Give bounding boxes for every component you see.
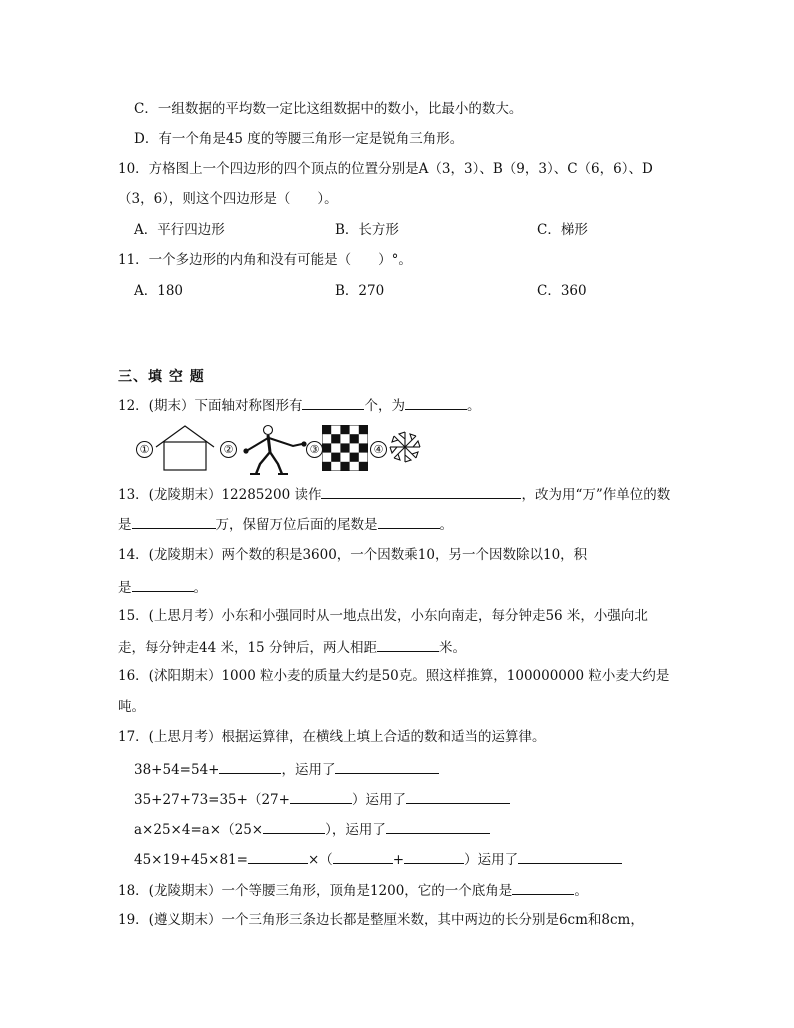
q17-row1-blank-number[interactable]: [219, 759, 281, 774]
q17-row4-plus: +: [392, 852, 405, 868]
q12-text-2: 个，为: [364, 398, 405, 414]
q17-row3-text: ），运用了: [325, 822, 386, 838]
q17-row4-times: ×（: [307, 852, 333, 868]
q11-option-a: A．180: [134, 283, 184, 299]
q17-row4-text: ）运用了: [464, 852, 519, 868]
q13-text-4: 万，保留万位后面的尾数是: [215, 517, 378, 533]
q13-blank-round[interactable]: [378, 514, 440, 529]
q17-row3-expr: a×25×4=a×（25×: [134, 822, 264, 838]
q17-row4-blank-law[interactable]: [518, 849, 622, 864]
q11-option-c: C．360: [537, 283, 587, 299]
q17-row3-blank-law[interactable]: [386, 819, 490, 834]
q17-row4-expr: 45×19+45×81=: [134, 852, 248, 868]
q17-row2-blank-law[interactable]: [406, 789, 510, 804]
q13-line2: [118, 514, 453, 534]
stick-figure: [238, 424, 308, 476]
q12-text-3: 。: [466, 398, 481, 414]
q12-text-1: 12．(期末）下面轴对称图形有: [118, 398, 303, 414]
q13-text-2: ，改为用“万”作单位的数: [521, 487, 671, 503]
q12-blank-which[interactable]: [405, 395, 467, 410]
q17-row4: [134, 849, 622, 869]
q17-row3-blank-number[interactable]: [263, 819, 325, 834]
q17-row4-blank-addend1[interactable]: [333, 849, 393, 864]
q17-row3: [134, 819, 490, 839]
q17-row1-expr: 38+54=54+: [134, 762, 220, 778]
figure-label-3: ③: [306, 441, 323, 458]
q17-question: 17．(上思月考）根据运算律，在横线上填上合适的数和适当的运算律。: [118, 729, 546, 745]
q14-blank-product[interactable]: [132, 577, 194, 592]
figure-label-2: ②: [220, 441, 237, 458]
q12-blank-count[interactable]: [302, 395, 364, 410]
q17-row1-text: ，运用了: [281, 762, 336, 778]
q15-line2: [118, 637, 466, 657]
q10-option-a: A．平行四边形: [134, 222, 225, 238]
figure-label-1: ①: [136, 441, 153, 458]
q9-option-d: D．有一个角是45 度的等腰三角形一定是锐角三角形。: [134, 131, 464, 147]
q17-row2-blank-number[interactable]: [290, 789, 352, 804]
house-figure: [154, 424, 216, 474]
q12-figures: [134, 424, 434, 476]
q13-blank-wan[interactable]: [132, 514, 216, 529]
q11-question: 11．一个多边形的内角和没有可能是（ ）°。: [118, 252, 412, 268]
checkerboard-figure: [322, 425, 368, 471]
q16-line1: 16．(沭阳期末）1000 粒小麦的质量大约是50克。照这样推算，100000000 粒小麦大约是: [118, 668, 670, 684]
q10-question-line2: （3，6），则这个四边形是（ ）。: [118, 191, 338, 207]
q10-question-line1: 10．方格图上一个四边形的四个顶点的位置分别是A（3，3）、B（9，3）、C（6，6）、D: [118, 161, 653, 177]
q15-blank-distance[interactable]: [377, 637, 439, 652]
q17-row2-text: ）运用了: [351, 792, 406, 808]
q9-option-c: C．一组数据的平均数一定比这组数据中的数小，比最小的数大。: [134, 101, 523, 117]
q18-blank-angle[interactable]: [512, 880, 574, 895]
q13-line1: [118, 484, 670, 504]
q18-text-2: 。: [574, 883, 588, 899]
q10-option-c: C．梯形: [537, 222, 588, 238]
q14-text-2: 。: [193, 580, 207, 596]
pinwheel-figure: [388, 430, 422, 464]
section-title: 三、填 空 题: [118, 369, 205, 385]
q17-row2-expr: 35+27+73=35+（27+: [134, 792, 290, 808]
q19-line1: 19．(遵义期末）一个三角形三条边长都是整厘米数，其中两边的长分别是6cm和8cm，: [118, 912, 644, 928]
q14-line2: [118, 577, 207, 597]
q18-question: [118, 880, 588, 900]
q17-row1: [134, 759, 439, 779]
q17-row2: [134, 789, 510, 809]
q16-line2: 吨。: [118, 699, 145, 715]
q14-text-1: 是: [118, 580, 132, 596]
q18-text-1: 18．(龙陵期末）一个等腰三角形，顶角是1200，它的一个底角是: [118, 883, 513, 899]
q13-text-5: 。: [439, 517, 453, 533]
q11-option-b: B．270: [335, 283, 385, 299]
q13-text-3: 是: [118, 517, 132, 533]
q13-text-1: 13．(龙陵期末）12285200 读作: [118, 487, 322, 503]
figure-label-4: ④: [370, 441, 387, 458]
q15-text-1: 走，每分钟走44 米，15 分钟后，两人相距: [118, 640, 377, 656]
q17-row4-blank-factor[interactable]: [248, 849, 308, 864]
q17-row1-blank-law[interactable]: [335, 759, 439, 774]
q12-question: [118, 395, 480, 415]
q13-blank-reading[interactable]: [321, 484, 521, 499]
q15-text-2: 米。: [438, 640, 466, 656]
q17-row4-blank-addend2[interactable]: [404, 849, 464, 864]
q15-line1: 15．(上思月考）小东和小强同时从一地点出发，小东向南走，每分钟走56 米，小强向北: [118, 608, 648, 624]
q10-option-b: B．长方形: [335, 222, 399, 238]
q14-line1: 14．(龙陵期末）两个数的积是3600，一个因数乘10，另一个因数除以10，积: [118, 547, 588, 563]
